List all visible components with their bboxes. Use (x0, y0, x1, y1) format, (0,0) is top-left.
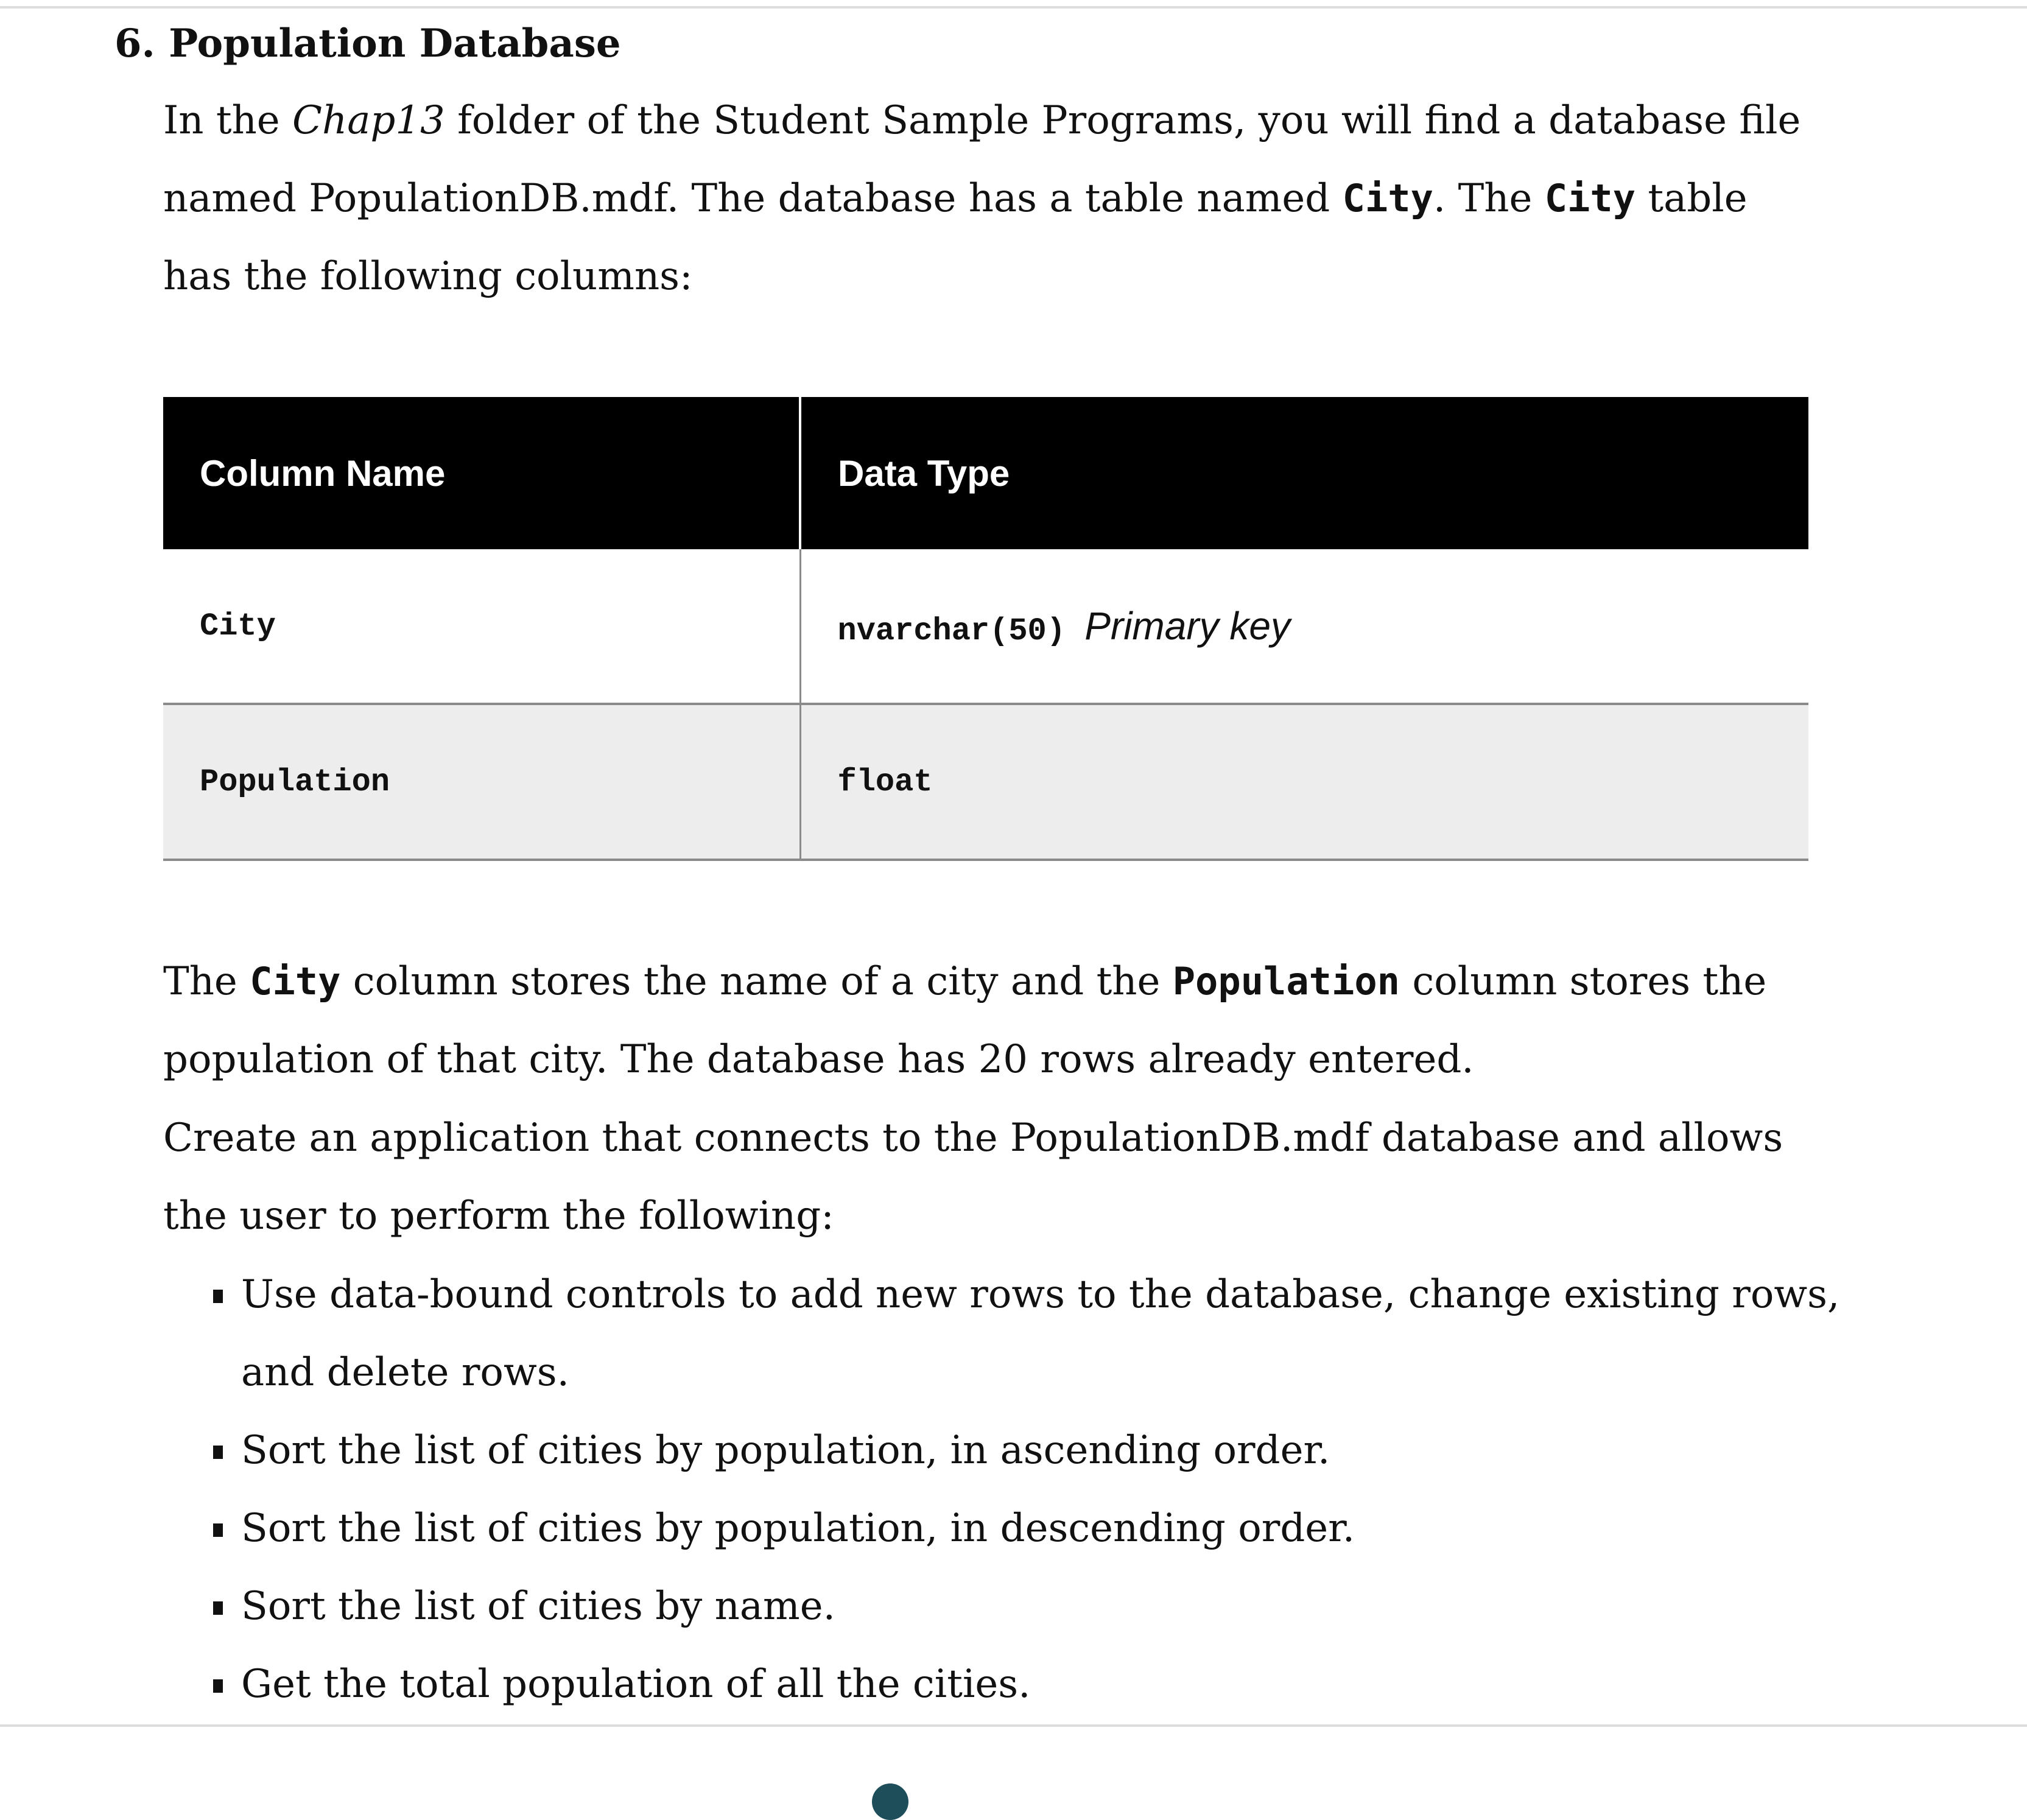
bullet-icon (213, 1679, 223, 1693)
bullet-icon (213, 1290, 223, 1303)
column-header: Column Name (163, 397, 800, 549)
table-cell-column-name: Population (163, 704, 800, 860)
top-divider (0, 6, 2027, 9)
list-item: Use data-bound controls to add new rows to the database, change existing rows, and delete rows. (163, 1256, 1844, 1411)
bullet-icon (213, 1446, 223, 1459)
instructions-paragraph: Create an application that connects to the PopulationDB.mdf database and allows the user to perform the following: (163, 1116, 1783, 1239)
table-row (163, 704, 1808, 860)
table-cell-data-type: float (800, 704, 1808, 860)
primary-key-note: Primary key (1084, 603, 1290, 648)
exercise-heading: 6. Population Database (114, 21, 621, 66)
columns-table (163, 397, 1808, 861)
code-city: City (250, 959, 341, 1003)
bullet-icon (213, 1601, 223, 1615)
bottom-divider (0, 1724, 2027, 1727)
list-item: Sort the list of cities by population, in ascending order. (163, 1411, 1844, 1489)
bullet-icon (213, 1523, 223, 1537)
table-cell-column-name: City (163, 549, 800, 704)
table-header-row (163, 397, 1808, 549)
description-paragraph: The City column stores the name of a city and the Population column stores the population of that city. The database has 20 rows already entered. (163, 959, 1767, 1082)
code-city: City (1342, 176, 1433, 220)
column-header: Data Type (800, 397, 1808, 549)
folder-name: Chap13 (292, 98, 445, 143)
table-cell-data-type: nvarchar(50) Primary key (800, 549, 1808, 704)
requirements-list (163, 1256, 1844, 1723)
code-city: City (1544, 176, 1636, 220)
list-item: Get the total population of all the cities. (163, 1645, 1844, 1723)
intro-paragraph: In the Chap13 folder of the Student Sample Programs, you will find a database file named PopulationDB.mdf. The database has a table named City. The City table has the following columns: (163, 98, 1801, 299)
code-population: Population (1172, 959, 1400, 1003)
list-item: Sort the list of cities by name. (163, 1567, 1844, 1645)
list-item: Sort the list of cities by population, in descending order. (163, 1489, 1844, 1567)
page-indicator-icon (872, 1783, 908, 1820)
table-row (163, 549, 1808, 704)
